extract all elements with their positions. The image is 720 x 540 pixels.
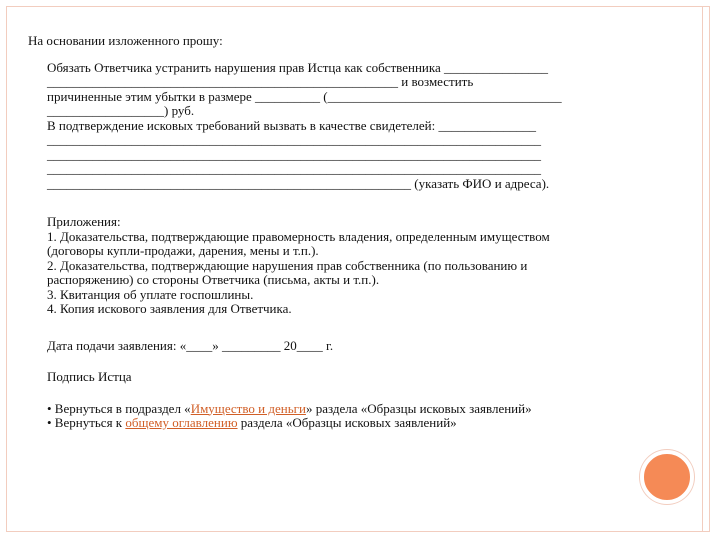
property-money-link[interactable]: Имущество и деньги	[190, 400, 306, 416]
navigation-section	[28, 402, 672, 431]
attachment-item: 1. Доказательства, подтверждающие правомерность владения, определенным имуществом	[47, 228, 550, 244]
request-line: ______________________________________________________ и возместить	[47, 74, 474, 89]
nav-item-prefix: • Вернуться в подраздел «	[47, 400, 191, 416]
witness-blank-line: ____________________________________________________________________________	[47, 161, 541, 176]
document-body	[28, 34, 672, 431]
request-line: причиненные этим убытки в размере __________ (____________________________________	[47, 88, 562, 104]
attachment-item: распоряжению) со стороны Ответчика (письма, акты и т.п.).	[47, 272, 380, 287]
attachment-item: (договоры купли-продажи, дарения, мены и т.п.).	[47, 243, 319, 258]
nav-item-suffix: раздела «Образцы исковых заявлений»	[237, 415, 457, 430]
nav-item	[47, 402, 672, 417]
signature-line: Подпись Истца	[47, 369, 132, 384]
attachment-item: 3. Квитанция об уплате госпошлины.	[47, 286, 254, 302]
nav-item-suffix: » раздела «Образцы исковых заявлений»	[305, 400, 532, 416]
witness-blank-line: ____________________________________________________________________________	[47, 146, 541, 162]
witness-blank-line: ________________________________________________________ (указать ФИО и адреса).	[47, 175, 550, 191]
intro-text: На основании изложенного прошу:	[28, 33, 223, 48]
spacer	[28, 317, 672, 339]
request-line: Обязать Ответчика устранить нарушения прав Истца как собственника ________________	[47, 59, 549, 75]
date-section	[28, 339, 672, 354]
spacer	[28, 385, 672, 402]
request-section	[28, 61, 672, 192]
signature-section	[28, 370, 672, 385]
date-line: Дата подачи заявления: «____» _________ 20____ г.	[47, 337, 334, 353]
table-of-contents-link[interactable]: общему оглавлению	[125, 415, 238, 430]
witness-blank-line: ____________________________________________________________________________	[47, 132, 541, 147]
attachments-heading: Приложения:	[47, 214, 121, 229]
spacer	[28, 353, 672, 370]
nav-item-prefix: • Вернуться к	[47, 415, 126, 430]
nav-item	[47, 416, 672, 431]
witness-line: В подтверждение исковых требований вызвать в качестве свидетелей: _______________	[47, 117, 536, 133]
attachment-item: 2. Доказательства, подтверждающие нарушения прав собственника (по пользованию и	[47, 257, 528, 273]
attachment-item: 4. Копия искового заявления для Ответчика.	[47, 301, 292, 316]
attachments-section	[28, 215, 672, 317]
spacer	[28, 191, 672, 215]
slide-frame-band	[702, 6, 716, 532]
decorative-circle-icon	[640, 450, 694, 504]
request-line: __________________) руб.	[47, 103, 195, 118]
